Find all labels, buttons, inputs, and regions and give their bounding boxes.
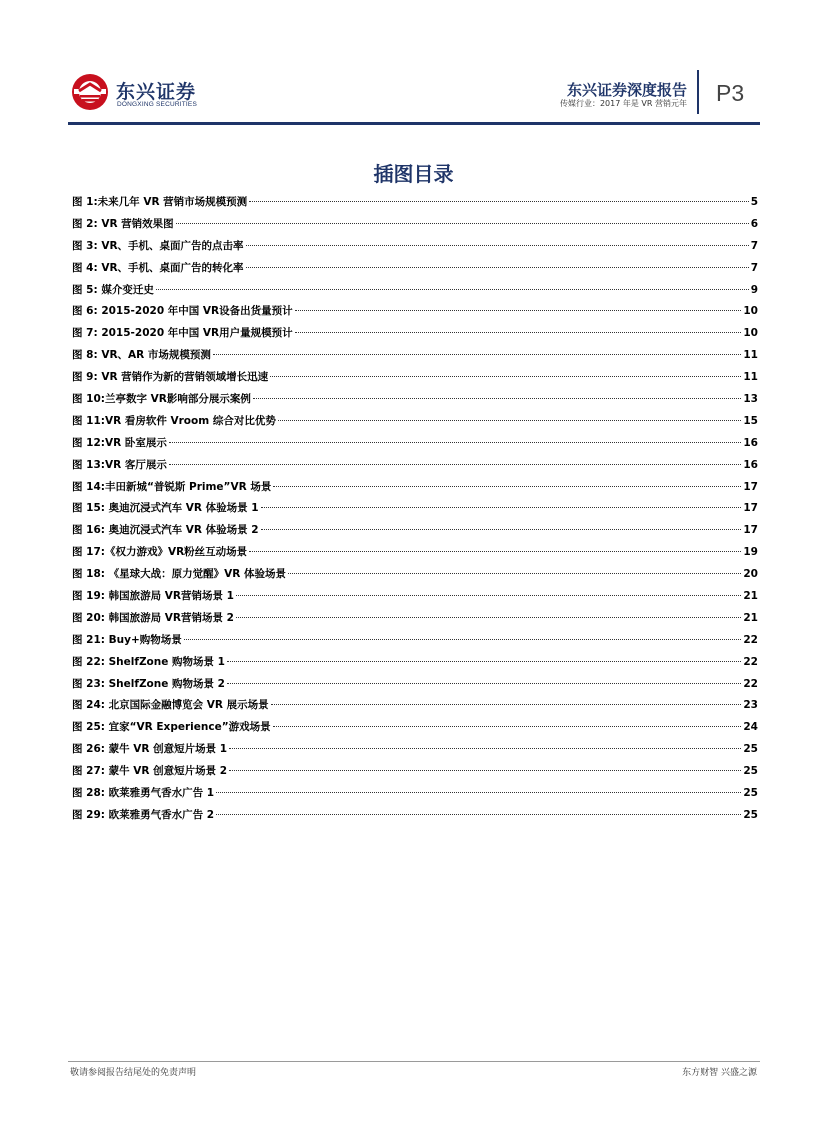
toc-leader — [271, 704, 742, 705]
toc-leader — [249, 201, 749, 202]
toc-entry[interactable] — [72, 345, 758, 367]
toc-entry[interactable] — [72, 608, 758, 630]
toc-entry[interactable] — [72, 520, 758, 542]
toc-entry-label: 图 12:VR 卧室展示 — [72, 436, 167, 449]
toc-entry-page: 13 — [743, 393, 758, 406]
toc-entry-label: 图 18: 《星球大战：原力觉醒》VR 体验场景 — [72, 568, 286, 581]
toc-entry[interactable] — [72, 739, 758, 761]
toc-leader — [156, 289, 749, 290]
toc-entry[interactable] — [72, 455, 758, 477]
toc-entry-page: 7 — [750, 239, 758, 252]
toc-entry[interactable] — [72, 477, 758, 499]
toc-entry-page: 25 — [743, 787, 758, 800]
toc-leader — [236, 595, 741, 596]
toc-entry[interactable] — [72, 367, 758, 389]
header-divider — [697, 70, 699, 114]
toc-entry-page: 15 — [743, 414, 758, 427]
toc-entry-label: 图 19: 韩国旅游局 VR营销场景 1 — [72, 590, 234, 603]
toc-entry[interactable] — [72, 389, 758, 411]
toc-entry-page: 23 — [743, 699, 758, 712]
toc-entry-page: 5 — [750, 196, 758, 208]
toc-entry-page: 16 — [743, 458, 758, 471]
toc-entry-label: 图 7: 2015-2020 年中国 VR用户量规模预计 — [72, 327, 293, 340]
toc-entry-page: 7 — [750, 261, 758, 274]
toc-entry[interactable] — [72, 323, 758, 345]
toc-entry-page: 6 — [750, 217, 758, 230]
page-title: 插图目录 — [373, 162, 454, 186]
toc-entry-page: 19 — [743, 546, 758, 559]
toc-entry-page: 10 — [743, 327, 758, 340]
toc-entry[interactable] — [72, 695, 758, 717]
toc-leader — [246, 245, 749, 246]
toc-entry[interactable] — [72, 761, 758, 783]
toc-entry[interactable] — [72, 717, 758, 739]
toc-entry-label: 图 10:兰亭数字 VR影响部分展示案例 — [72, 393, 251, 406]
toc-entry-label: 图 15: 奥迪沉浸式汽车 VR 体验场景 1 — [72, 502, 259, 515]
toc-entry[interactable] — [72, 630, 758, 652]
toc-leader — [216, 814, 741, 815]
toc-entry-label: 图 16: 奥迪沉浸式汽车 VR 体验场景 2 — [72, 524, 259, 537]
toc-entry[interactable] — [72, 214, 758, 236]
toc-leader — [229, 770, 741, 771]
toc-entry-page: 22 — [743, 655, 758, 668]
toc-leader — [213, 354, 741, 355]
toc-entry-page: 21 — [743, 611, 758, 624]
toc-leader — [229, 748, 741, 749]
toc-entry-page: 17 — [743, 480, 758, 493]
toc-entry[interactable] — [72, 301, 758, 323]
logo-brand-en: DONGXING SECURITIES — [117, 101, 198, 108]
toc-entry-page: 22 — [743, 677, 758, 690]
toc-entry-page: 20 — [743, 568, 758, 581]
toc-entry-label: 图 14:丰田新城“普锐斯 Prime”VR 场景 — [72, 480, 272, 493]
toc-entry-page: 25 — [743, 765, 758, 778]
toc-leader — [249, 551, 741, 552]
toc-entry-label: 图 17:《权力游戏》VR粉丝互动场景 — [72, 546, 248, 559]
toc-leader — [278, 420, 742, 421]
toc-entry-page: 25 — [743, 743, 758, 756]
toc-entry[interactable] — [72, 411, 758, 433]
toc-entry[interactable] — [72, 542, 758, 564]
toc-entry-label: 图 3: VR、手机、桌面广告的点击率 — [72, 239, 244, 252]
toc-leader — [261, 529, 742, 530]
toc-leader — [176, 223, 749, 224]
toc-entry[interactable] — [72, 586, 758, 608]
toc-entry[interactable] — [72, 498, 758, 520]
toc-leader — [295, 310, 742, 311]
toc-entry[interactable] — [72, 280, 758, 302]
toc-entry-label: 图 8: VR、AR 市场规模预测 — [72, 349, 211, 362]
toc-entry[interactable] — [72, 564, 758, 586]
toc-leader — [261, 507, 742, 508]
page-number: P3 — [716, 80, 745, 106]
toc-entry-label: 图 24: 北京国际金融博览会 VR 展示场景 — [72, 699, 269, 712]
toc-entry-label: 图 9: VR 营销作为新的营销领域增长迅速 — [72, 371, 269, 384]
toc-entry-label: 图 25: 宜家“VR Experience”游戏场景 — [72, 721, 271, 734]
toc-entry-page: 25 — [743, 808, 758, 821]
footer-slogan: 东方财智 兴盛之源 — [682, 1068, 757, 1078]
toc-leader — [273, 726, 742, 727]
toc-leader — [227, 683, 741, 684]
toc-entry-label: 图 13:VR 客厅展示 — [72, 458, 167, 471]
toc-entry[interactable] — [72, 192, 758, 214]
logo-brand-cn: 东兴证券 — [116, 81, 197, 103]
toc-entry-page: 10 — [743, 305, 758, 318]
toc-entry[interactable] — [72, 433, 758, 455]
toc-entry-page: 17 — [743, 502, 758, 515]
toc-entry[interactable] — [72, 783, 758, 805]
toc-entry[interactable] — [72, 674, 758, 696]
toc-entry-page: 16 — [743, 436, 758, 449]
toc-leader — [273, 486, 741, 487]
toc-entry-label: 图 29: 欧莱雅勇气香水广告 2 — [72, 808, 215, 821]
toc-leader — [236, 617, 741, 618]
toc-leader — [169, 464, 742, 465]
logo-emblem-icon — [70, 72, 110, 112]
toc-entry-label: 图 28: 欧莱雅勇气香水广告 1 — [72, 787, 215, 800]
toc-entry[interactable] — [72, 805, 758, 827]
toc-leader — [270, 376, 741, 377]
toc-entry-page: 22 — [743, 633, 758, 646]
toc-entry-label: 图 26: 蒙牛 VR 创意短片场景 1 — [72, 743, 228, 756]
toc-leader — [295, 332, 742, 333]
figure-toc — [72, 192, 758, 827]
toc-entry-label: 图 20: 韩国旅游局 VR营销场景 2 — [72, 611, 234, 624]
toc-entry-page: 9 — [750, 283, 758, 296]
toc-entry[interactable] — [72, 258, 758, 280]
toc-leader — [184, 639, 742, 640]
footer-disclaimer: 敬请参阅报告结尾处的免责声明 — [70, 1068, 197, 1078]
toc-entry-page: 21 — [743, 590, 758, 603]
toc-entry-label: 图 4: VR、手机、桌面广告的转化率 — [72, 261, 244, 274]
header-rule — [68, 122, 760, 125]
toc-entry-label: 图 21: Buy+购物场景 — [72, 633, 182, 646]
toc-entry-page: 24 — [743, 721, 758, 734]
report-subtitle: 传媒行业：2017 年是 VR 营销元年 — [559, 99, 687, 108]
toc-entry-label: 图 2: VR 营销效果图 — [72, 217, 174, 230]
toc-entry-label: 图 5: 媒介变迁史 — [72, 283, 154, 296]
report-title: 东兴证券深度报告 — [566, 81, 687, 99]
toc-leader — [216, 792, 741, 793]
toc-entry[interactable] — [72, 652, 758, 674]
toc-leader — [288, 573, 741, 574]
toc-entry-label: 图 22: ShelfZone 购物场景 1 — [72, 655, 225, 668]
toc-leader — [246, 267, 749, 268]
toc-entry-page: 17 — [743, 524, 758, 537]
toc-leader — [227, 661, 741, 662]
footer-rule — [68, 1061, 760, 1062]
toc-entry-page: 11 — [743, 371, 758, 384]
toc-entry-label: 图 1:未来几年 VR 营销市场规模预测 — [72, 196, 248, 208]
company-logo — [70, 72, 210, 112]
toc-entry-label: 图 27: 蒙牛 VR 创意短片场景 2 — [72, 765, 228, 778]
toc-leader — [169, 442, 742, 443]
toc-entry-label: 图 11:VR 看房软件 Vroom 综合对比优势 — [72, 414, 276, 427]
toc-entry-page: 11 — [743, 349, 758, 362]
toc-entry[interactable] — [72, 236, 758, 258]
toc-entry-label: 图 23: ShelfZone 购物场景 2 — [72, 677, 225, 690]
toc-entry-label: 图 6: 2015-2020 年中国 VR设备出货量预计 — [72, 305, 293, 318]
toc-leader — [253, 398, 742, 399]
